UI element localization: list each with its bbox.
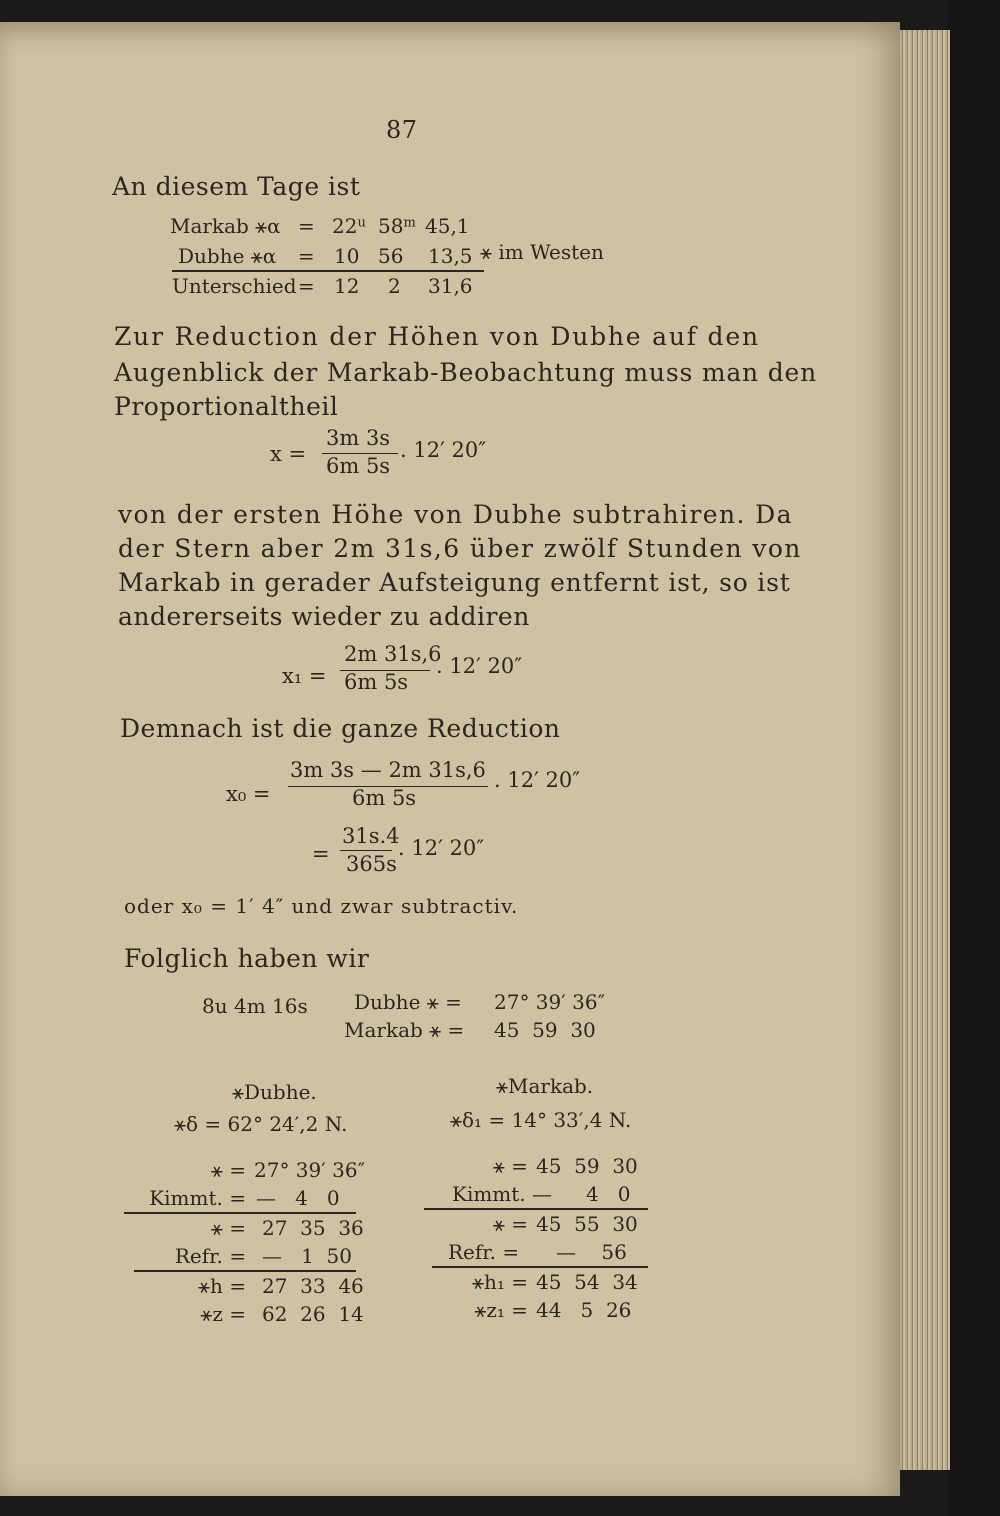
markab-row-label: ⚹ = (492, 1212, 528, 1236)
ra-row-diff-eq: = (298, 274, 315, 298)
markab-row-label: ⚹ = (492, 1154, 528, 1178)
ra-row-markab-h: 22$^u$ (332, 214, 366, 238)
markab-row-value: 45 54 34 (536, 1270, 638, 1294)
formula-x-rhs: . 12′ 20″ (400, 438, 487, 462)
formula-x-den: 6m 5s (326, 454, 391, 478)
markab-rule-1 (424, 1208, 648, 1210)
para1-line3: Proportionaltheil (114, 392, 339, 421)
ra-row-diff-label: Unterschied (172, 274, 297, 298)
para2-line4: andererseits wieder zu addiren (118, 602, 530, 631)
markab-row-value: 4 0 (586, 1182, 631, 1206)
formula-x0-num: 3m 3s — 2m 31s,6 (290, 758, 486, 782)
dubhe-row-label: ⚹ = (210, 1216, 246, 1240)
dubhe-row-value: 62 26 14 (262, 1302, 364, 1326)
dubhe-row-value: — 4 0 (256, 1186, 340, 1210)
para2-line3: Markab in gerader Aufsteigung entfernt ist, so ist (118, 568, 791, 597)
dubhe-row-value: 27 33 46 (262, 1274, 364, 1298)
markab-rule-2 (432, 1266, 648, 1268)
ra-row-markab-eq: = (298, 214, 315, 238)
ra-row-dubhe-eq: = (298, 244, 315, 268)
markab-row-value: 45 55 30 (536, 1212, 638, 1236)
formula-x0-den: 6m 5s (352, 786, 417, 810)
ra-row-diff-s: 31,6 (428, 274, 473, 298)
formula-x0s-num: 31s.4 (342, 824, 400, 848)
markab-row-label: Kimmt. — (452, 1182, 553, 1206)
dubhe-rule-2 (134, 1270, 356, 1272)
markab-row-value: 44 5 26 (536, 1298, 632, 1322)
dubhe-table-title: ⚹Dubhe. (232, 1080, 317, 1104)
para2-line1: von der ersten Höhe von Dubhe subtrahiren. Da (118, 500, 793, 529)
reduction-line: Demnach ist die ganze Reduction (120, 714, 561, 743)
book-page (0, 22, 900, 1496)
para1-line1: Zur Reduction der Höhen von Dubhe auf den (114, 322, 760, 351)
ra-row-markab-label: Markab ⚹α (170, 214, 281, 238)
ra-row-diff-h: 12 (334, 274, 360, 298)
dubhe-row-label: Kimmt. = (149, 1186, 246, 1210)
dubhe-row-label: ⚹z = (200, 1302, 246, 1326)
ra-row-markab-m: 58$^m$ (378, 214, 416, 238)
markab-altitude-value: 45 59 30 (494, 1018, 596, 1042)
formula-x1-lhs: x₁ = (282, 664, 327, 688)
ra-row-dubhe-m: 56 (378, 244, 404, 268)
ra-row-dubhe-note: ⚹ im Westen (480, 240, 604, 264)
dubhe-row-value: — 1 50 (262, 1244, 352, 1268)
book-binding (948, 0, 1000, 1516)
markab-declination: ⚹δ₁ = 14° 33′,4 N. (450, 1108, 632, 1132)
formula-x0s-rhs: . 12′ 20″ (398, 836, 485, 860)
ra-row-dubhe-s: 13,5 (428, 244, 473, 268)
formula-x1-den: 6m 5s (344, 670, 409, 694)
therefore-line: Folglich haben wir (124, 944, 370, 973)
para2-line2: der Stern aber 2m 31s,6 über zwölf Stunden von (118, 534, 802, 563)
dubhe-row-label: ⚹ = (210, 1158, 246, 1182)
ra-sum-rule (172, 270, 484, 272)
observation-time: 8u 4m 16s (202, 994, 308, 1018)
dubhe-row-label: ⚹h = (198, 1274, 246, 1298)
page-number: 87 (386, 116, 418, 144)
markab-altitude-label: Markab ⚹ = (344, 1018, 465, 1042)
dubhe-declination: ⚹δ = 62° 24′,2 N. (174, 1112, 348, 1136)
ra-row-dubhe-h: 10 (334, 244, 360, 268)
formula-x0s-den: 365s (346, 852, 397, 876)
markab-row-value: — 56 (556, 1240, 627, 1264)
dubhe-row-value: 27° 39′ 36″ (254, 1158, 366, 1182)
formula-x-num: 3m 3s (326, 426, 391, 450)
formula-x0-rhs: . 12′ 20″ (494, 768, 581, 792)
dubhe-row-value: 27 35 36 (262, 1216, 364, 1240)
dubhe-row-label: Refr. = (174, 1244, 246, 1268)
intro-line: An diesem Tage ist (112, 172, 361, 201)
markab-row-value: 45 59 30 (536, 1154, 638, 1178)
markab-table-title: ⚹Markab. (496, 1074, 594, 1098)
dubhe-altitude-label: Dubhe ⚹ = (354, 990, 462, 1014)
result-line: oder x₀ = 1′ 4″ und zwar subtractiv. (124, 894, 519, 918)
ra-row-dubhe-label: Dubhe ⚹α (178, 244, 277, 268)
dubhe-rule-1 (124, 1212, 356, 1214)
formula-x-lhs: x = (270, 442, 307, 466)
formula-x0-lhs: x₀ = (226, 782, 271, 806)
formula-x1-rhs: . 12′ 20″ (436, 654, 523, 678)
formula-x0s-lhs: = (312, 842, 330, 866)
markab-row-label: Refr. = (448, 1240, 520, 1264)
markab-row-label: ⚹z₁ = (474, 1298, 528, 1322)
ra-row-markab-s: 45,1 (425, 214, 470, 238)
formula-x0s-bar (340, 850, 392, 851)
para1-line2: Augenblick der Markab-Beobachtung muss man den (114, 358, 817, 387)
dubhe-altitude-value: 27° 39′ 36″ (494, 990, 606, 1014)
formula-x1-num: 2m 31s,6 (344, 642, 442, 666)
ra-row-diff-m: 2 (388, 274, 401, 298)
markab-row-label: ⚹h₁ = (471, 1270, 528, 1294)
